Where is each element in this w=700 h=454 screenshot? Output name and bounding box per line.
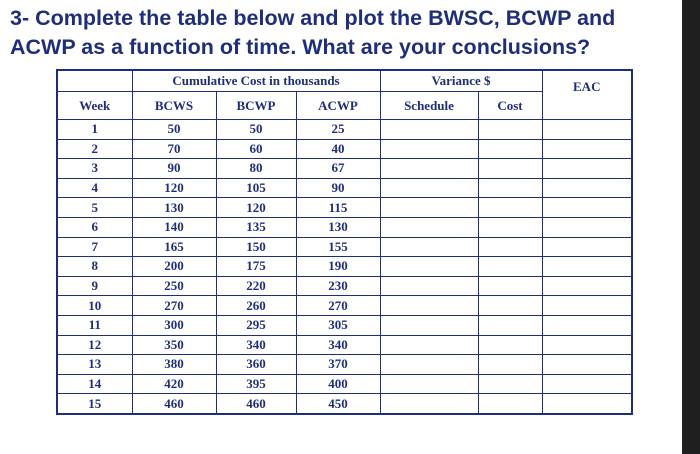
table-row [57,237,632,257]
window-edge-bar [682,0,700,454]
header-blank-cell [57,70,132,92]
table-row [57,296,632,316]
cell-eac [542,159,632,179]
cell-week: 15 [57,394,132,414]
column-header-cost: Cost [478,92,542,120]
cell-acwp: 25 [296,120,380,140]
cell-bcws: 380 [132,355,216,375]
table-row [57,139,632,159]
cell-eac [542,315,632,335]
cell-week: 7 [57,237,132,257]
cell-schedule-variance [380,394,478,414]
cell-eac [542,335,632,355]
cell-bcws: 200 [132,257,216,277]
cell-cost-variance [478,198,542,218]
table-row [57,374,632,394]
table-row [57,217,632,237]
cell-acwp: 305 [296,315,380,335]
cell-acwp: 230 [296,276,380,296]
cell-eac [542,296,632,316]
cell-cost-variance [478,178,542,198]
cell-bcws: 70 [132,139,216,159]
cell-acwp: 450 [296,394,380,414]
cell-acwp: 370 [296,355,380,375]
cell-bcws: 120 [132,178,216,198]
group-header-variance: Variance $ [380,70,542,92]
table-row [57,159,632,179]
group-header-cumulative-cost: Cumulative Cost in thousands [132,70,380,92]
cell-bcwp: 260 [216,296,296,316]
column-header-schedule: Schedule [380,92,478,120]
cell-acwp: 270 [296,296,380,316]
cell-acwp: 40 [296,139,380,159]
cell-bcws: 270 [132,296,216,316]
column-header-bcws: BCWS [132,92,216,120]
cell-eac [542,374,632,394]
table-row [57,335,632,355]
cell-bcwp: 105 [216,178,296,198]
cell-acwp: 155 [296,237,380,257]
cell-bcwp: 460 [216,394,296,414]
table-body [57,120,632,414]
cell-bcws: 140 [132,217,216,237]
cell-week: 5 [57,198,132,218]
cell-bcws: 90 [132,159,216,179]
cell-eac [542,276,632,296]
cost-table [56,69,633,415]
cell-cost-variance [478,374,542,394]
cell-week: 14 [57,374,132,394]
cell-acwp: 90 [296,178,380,198]
cell-acwp: 130 [296,217,380,237]
cell-eac [542,139,632,159]
cell-bcws: 300 [132,315,216,335]
cell-week: 4 [57,178,132,198]
cell-cost-variance [478,276,542,296]
column-header-acwp: ACWP [296,92,380,120]
cell-eac [542,120,632,140]
cell-cost-variance [478,315,542,335]
cell-bcwp: 80 [216,159,296,179]
cell-bcwp: 175 [216,257,296,277]
table-row [57,355,632,375]
cell-bcwp: 360 [216,355,296,375]
column-header-bcwp: BCWP [216,92,296,120]
cell-week: 8 [57,257,132,277]
cell-bcwp: 395 [216,374,296,394]
cell-schedule-variance [380,257,478,277]
cell-bcws: 350 [132,335,216,355]
cell-schedule-variance [380,335,478,355]
table-row [57,315,632,335]
cell-cost-variance [478,335,542,355]
cell-eac [542,257,632,277]
cell-week: 12 [57,335,132,355]
cell-bcwp: 120 [216,198,296,218]
cell-week: 10 [57,296,132,316]
table-row [57,198,632,218]
cell-schedule-variance [380,355,478,375]
cell-schedule-variance [380,217,478,237]
table-row [57,120,632,140]
cell-schedule-variance [380,198,478,218]
cell-week: 3 [57,159,132,179]
column-header-eac: EAC [542,70,632,120]
cell-cost-variance [478,394,542,414]
cell-cost-variance [478,217,542,237]
cell-schedule-variance [380,315,478,335]
question-text: 3- Complete the table below and plot the BWSC, BCWP and ACWP as a function of time. What are your conclusions? [10,6,616,59]
cell-schedule-variance [380,159,478,179]
cell-eac [542,237,632,257]
cell-cost-variance [478,139,542,159]
cell-bcws: 130 [132,198,216,218]
cell-schedule-variance [380,237,478,257]
cell-schedule-variance [380,374,478,394]
cell-eac [542,178,632,198]
cell-eac [542,394,632,414]
cell-schedule-variance [380,276,478,296]
cell-schedule-variance [380,178,478,198]
cell-bcwp: 135 [216,217,296,237]
cell-bcws: 420 [132,374,216,394]
cell-cost-variance [478,296,542,316]
cell-cost-variance [478,237,542,257]
cost-table-container [56,69,633,415]
table-row [57,178,632,198]
cell-bcws: 250 [132,276,216,296]
cell-acwp: 115 [296,198,380,218]
cell-acwp: 400 [296,374,380,394]
cell-week: 1 [57,120,132,140]
cell-eac [542,355,632,375]
column-header-week: Week [57,92,132,120]
cell-cost-variance [478,355,542,375]
cell-bcwp: 50 [216,120,296,140]
cell-week: 11 [57,315,132,335]
cell-week: 2 [57,139,132,159]
cell-acwp: 67 [296,159,380,179]
cell-schedule-variance [380,296,478,316]
cell-week: 13 [57,355,132,375]
cell-bcwp: 60 [216,139,296,159]
table-row [57,394,632,414]
cell-eac [542,198,632,218]
cell-bcwp: 150 [216,237,296,257]
cell-bcwp: 220 [216,276,296,296]
cell-cost-variance [478,257,542,277]
cell-bcws: 460 [132,394,216,414]
cell-bcws: 50 [132,120,216,140]
cell-bcws: 165 [132,237,216,257]
cell-bcwp: 295 [216,315,296,335]
cell-cost-variance [478,120,542,140]
cell-week: 9 [57,276,132,296]
cell-eac [542,217,632,237]
cell-schedule-variance [380,139,478,159]
table-row [57,276,632,296]
cell-bcwp: 340 [216,335,296,355]
cell-schedule-variance [380,120,478,140]
cell-acwp: 190 [296,257,380,277]
cell-cost-variance [478,159,542,179]
table-row [57,257,632,277]
cell-week: 6 [57,217,132,237]
cell-acwp: 340 [296,335,380,355]
